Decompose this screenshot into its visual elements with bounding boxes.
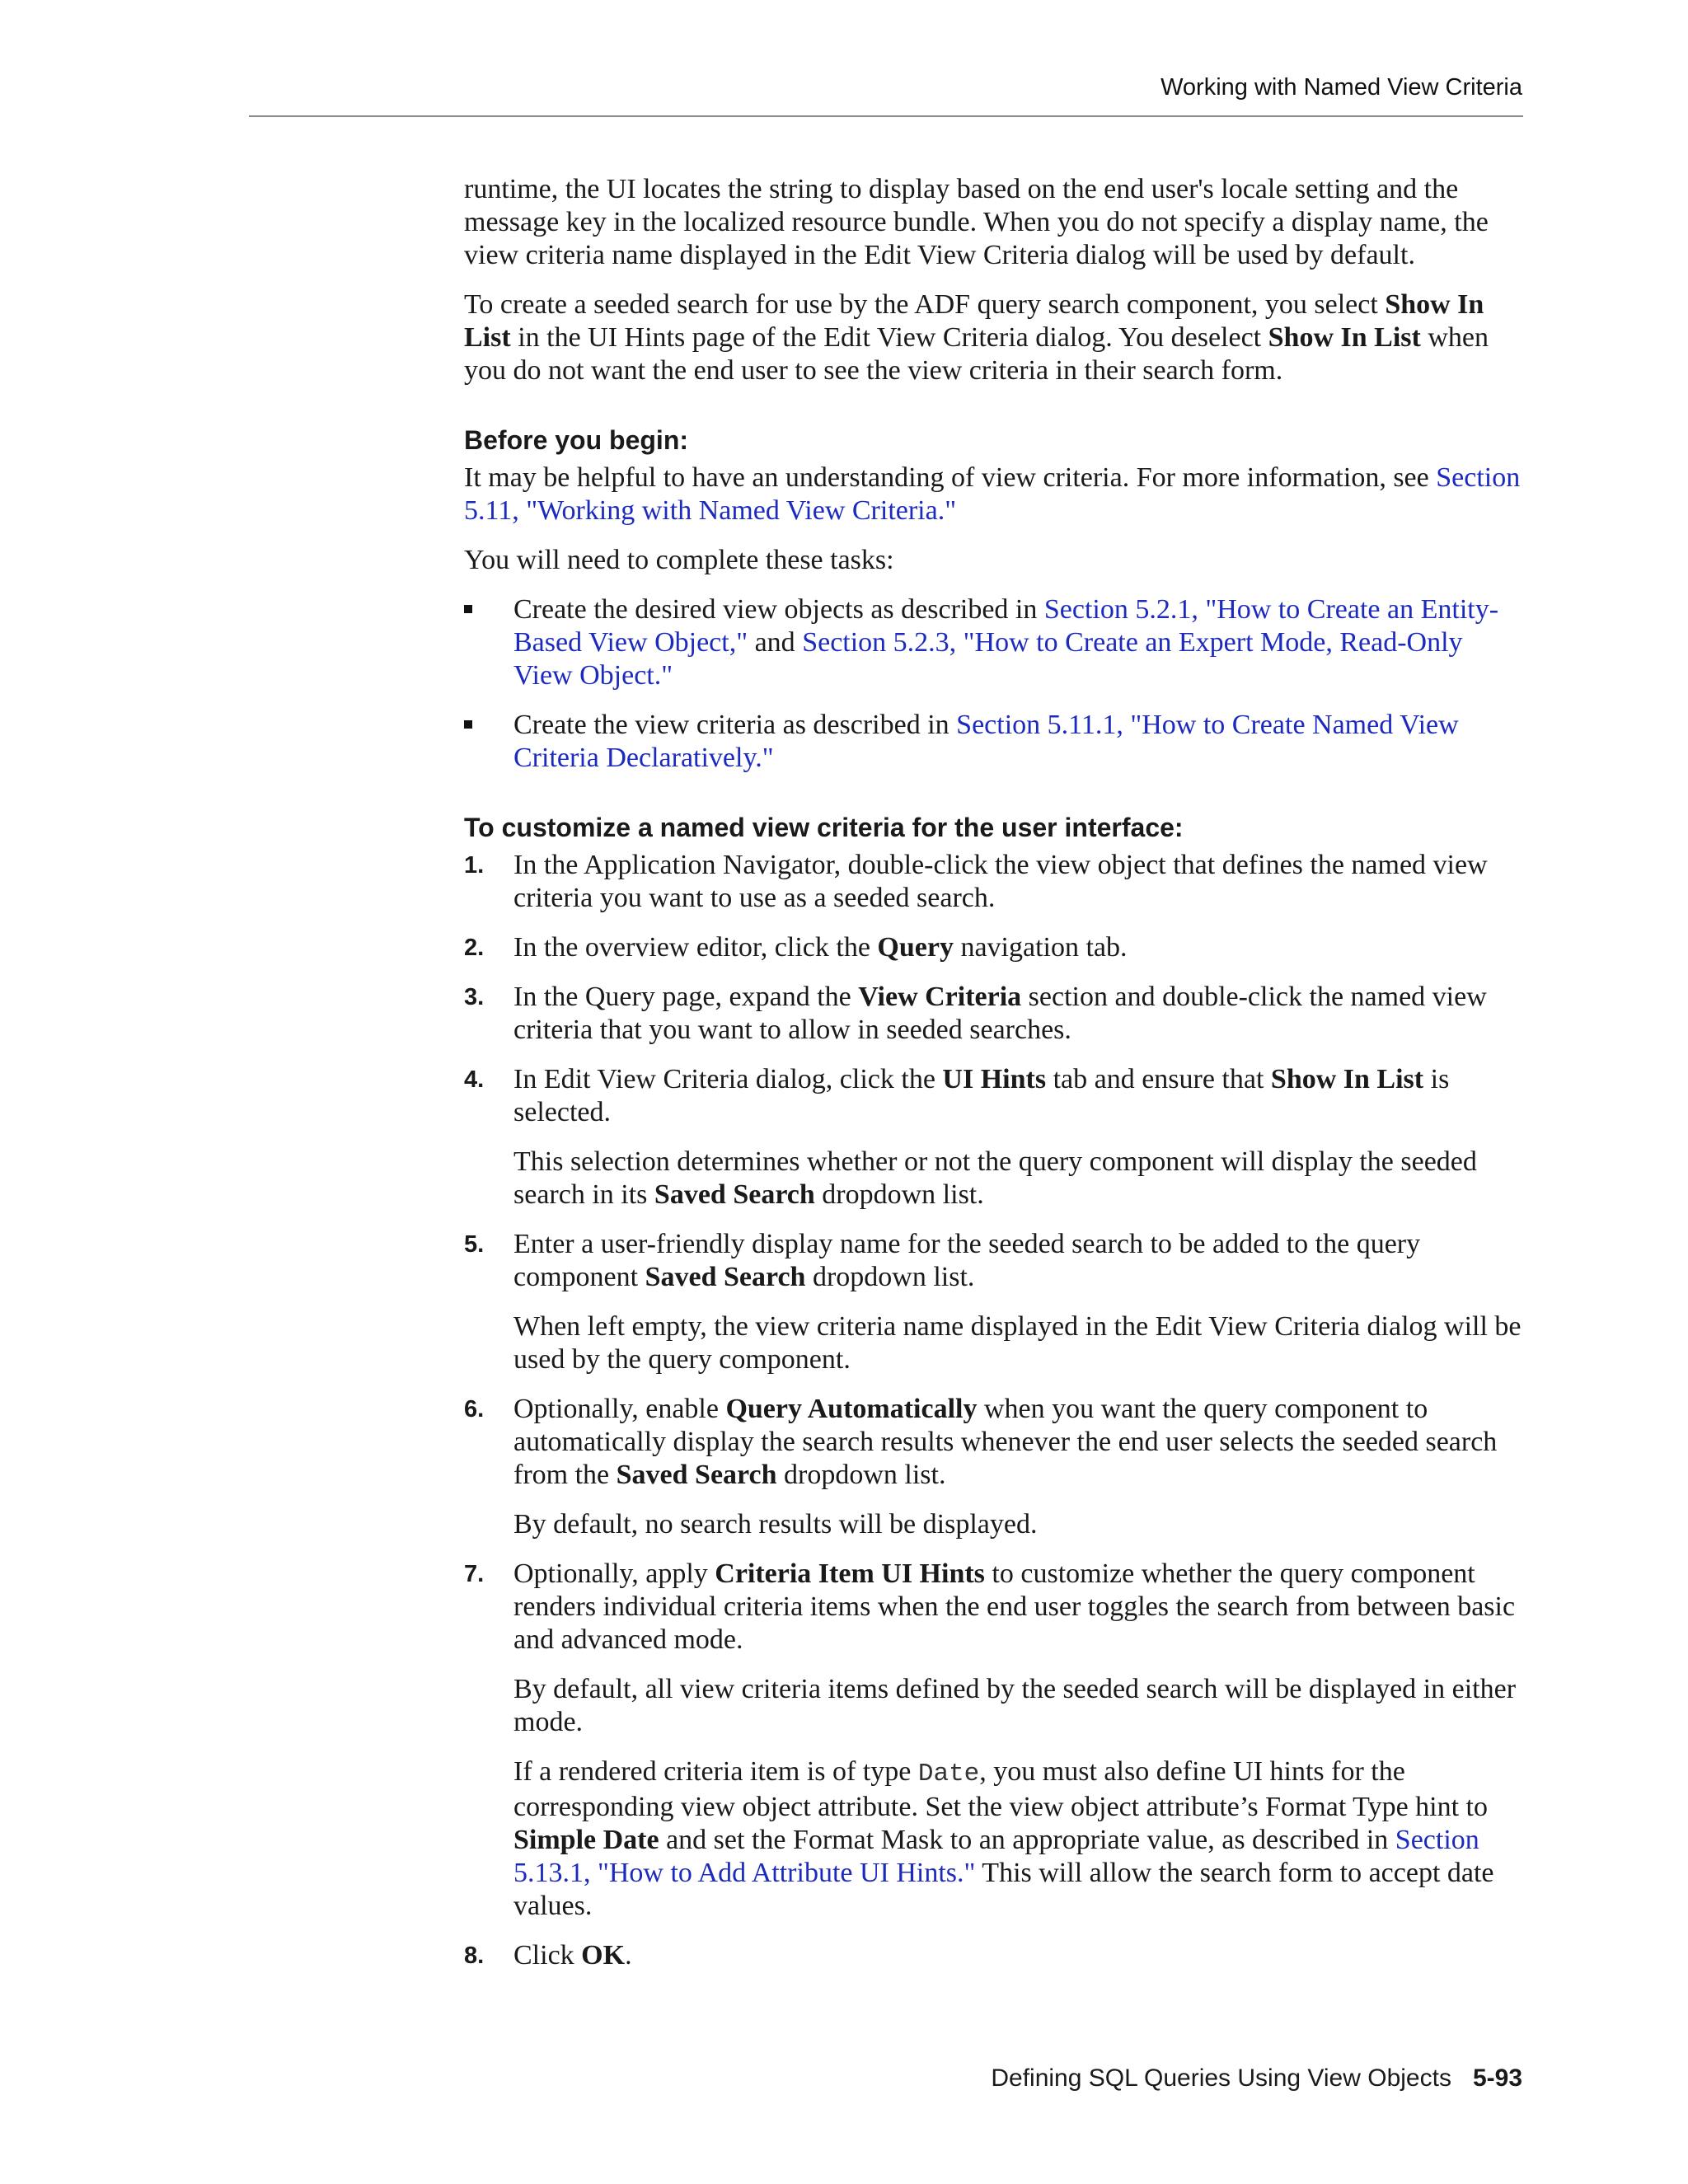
step-text xyxy=(513,1939,1527,1972)
text-run: Click xyxy=(513,1940,582,1971)
list-item xyxy=(464,593,1527,692)
text-run: Optionally, apply xyxy=(513,1558,715,1589)
ui-term: Saved Search xyxy=(654,1179,815,1210)
ui-term-show-in-list: Show In List xyxy=(464,289,1484,353)
step-item xyxy=(464,981,1527,1047)
text-run: and xyxy=(748,627,803,658)
step-note: By default, all view criteria items defined by the seeded search will be displayed in either mode. xyxy=(513,1674,1517,1737)
text-run: This selection determines whether or not the query component will display the seeded search in its xyxy=(513,1146,1477,1210)
intro-paragraph-2 xyxy=(464,288,1527,387)
text-run: in the UI Hints page of the Edit View Criteria dialog. You deselect xyxy=(510,322,1268,353)
ui-term: Show In List xyxy=(1270,1064,1424,1094)
square-bullet-icon xyxy=(464,720,472,729)
footer-title: Defining SQL Queries Using View Objects xyxy=(991,2064,1451,2092)
procedure-heading: To customize a named view criteria for the user interface: xyxy=(464,813,1184,842)
text-run: To create a seeded search for use by the ADF query search component, you select xyxy=(464,289,1386,320)
step-note xyxy=(513,1146,1527,1212)
step-text xyxy=(513,1063,1527,1129)
link-section-5-2-1[interactable]: Section 5.2.1, "How to Create an Entity-Based View Object," xyxy=(513,594,1499,658)
ui-term: UI Hints xyxy=(942,1064,1047,1094)
ui-term: Saved Search xyxy=(616,1460,777,1490)
list-item xyxy=(464,709,1527,775)
step-text: In the Application Navigator, double-click the view object that defines the named view criteria you want to use as a seeded search. xyxy=(513,850,1488,913)
step-number: 3. xyxy=(464,984,485,1010)
ui-term: Query Automatically xyxy=(725,1394,978,1424)
text-run: tab and ensure that xyxy=(1046,1064,1271,1094)
ui-term-show-in-list: Show In List xyxy=(1268,322,1421,353)
link-section-5-13-1[interactable]: Section 5.13.1, "How to Add Attribute UI Hints." xyxy=(513,1825,1479,1888)
text-run: Create the desired view objects as described in xyxy=(513,594,1044,625)
link-section-5-2-3[interactable]: Section 5.2.3, "How to Create an Expert Mode, Read-Only View Object." xyxy=(513,627,1463,691)
step-item xyxy=(464,1393,1527,1541)
text-run: It may be helpful to have an understanding of view criteria. For more information, see xyxy=(464,462,1437,493)
link-section-5-11-1[interactable]: Section 5.11.1, "How to Create Named View Criteria Declaratively." xyxy=(513,710,1459,773)
text-run: and set the Format Mask to an appropriate value, as described in xyxy=(659,1825,1395,1855)
text-run: Enter a user-friendly display name for the seeded search to be added to the query component xyxy=(513,1229,1421,1292)
step-number: 2. xyxy=(464,935,485,961)
ui-term: Query xyxy=(877,932,954,963)
page-body xyxy=(464,173,1527,1989)
step-text xyxy=(513,1228,1527,1294)
procedure-steps xyxy=(464,849,1527,1972)
text-run: , you must also define UI hints for the corresponding view object attribute. Set the view object attribute’s Format Type hint to xyxy=(513,1756,1488,1822)
page-number: 5-93 xyxy=(1472,2064,1522,2092)
text-run: when you want the query component to automatically display the search results whenever the end user selects the seeded search from the xyxy=(513,1394,1498,1490)
text-run: . xyxy=(625,1940,632,1971)
step-item xyxy=(464,1228,1527,1376)
ui-term: Simple Date xyxy=(513,1825,659,1855)
ui-term: Saved Search xyxy=(645,1262,806,1292)
text-run: In the Query page, expand the xyxy=(513,982,859,1012)
intro-paragraph-1: runtime, the UI locates the string to display based on the end user's locale setting and the message key in the localized resource bundle. When you do not specify a display name, the view criteria name displayed in the Edit View Criteria dialog will be used by default. xyxy=(464,174,1489,270)
running-header: Working with Named View Criteria xyxy=(1160,74,1522,101)
step-note: When left empty, the view criteria name displayed in the Edit View Criteria dialog will be used by the query component. xyxy=(513,1311,1522,1375)
ui-term: OK xyxy=(581,1940,626,1971)
step-number: 4. xyxy=(464,1066,485,1093)
text-run: Create the view criteria as described in xyxy=(513,710,957,740)
step-item xyxy=(464,1939,1527,1972)
text-run: dropdown list. xyxy=(776,1460,946,1490)
text-run: navigation tab. xyxy=(953,932,1128,963)
step-note: By default, no search results will be displayed. xyxy=(513,1509,1038,1540)
square-bullet-icon xyxy=(464,605,472,613)
step-number: 6. xyxy=(464,1396,485,1422)
before-paragraph-1 xyxy=(464,462,1527,527)
text-run: In the overview editor, click the xyxy=(513,932,878,963)
text-run: to customize whether the query component renders individual criteria items when the end user toggles the search from between basic and advanced mode. xyxy=(513,1558,1516,1655)
text-run: when you do not want the end user to see the view criteria in their search form. xyxy=(464,322,1489,386)
step-item xyxy=(464,931,1527,964)
header-divider xyxy=(249,115,1523,117)
step-item xyxy=(464,1063,1527,1212)
text-run: This will allow the search form to accept date values. xyxy=(513,1858,1494,1921)
step-text xyxy=(513,981,1527,1047)
page-footer xyxy=(991,2064,1522,2093)
text-run: is selected. xyxy=(513,1064,1450,1127)
before-you-begin-heading: Before you begin: xyxy=(464,425,689,455)
step-item xyxy=(464,1558,1527,1923)
ui-term: Criteria Item UI Hints xyxy=(715,1558,985,1589)
step-item xyxy=(464,849,1527,915)
step-number: 7. xyxy=(464,1561,485,1587)
task-list xyxy=(464,593,1527,775)
step-number: 8. xyxy=(464,1943,485,1969)
code-term: Date xyxy=(917,1760,980,1788)
text-run: dropdown list. xyxy=(814,1179,984,1210)
text-run: In Edit View Criteria dialog, click the xyxy=(513,1064,943,1094)
step-text xyxy=(513,1558,1527,1657)
step-number: 5. xyxy=(464,1231,485,1258)
step-number: 1. xyxy=(464,852,485,879)
text-run: dropdown list. xyxy=(805,1262,975,1292)
step-text xyxy=(513,931,1527,964)
link-section-5-11[interactable]: Section 5.11, "Working with Named View Criteria." xyxy=(464,462,1521,526)
text-run: Optionally, enable xyxy=(513,1394,726,1424)
before-paragraph-2: You will need to complete these tasks: xyxy=(464,545,894,575)
step-text xyxy=(513,1393,1527,1492)
ui-term: View Criteria xyxy=(858,982,1022,1012)
step-note xyxy=(513,1755,1527,1923)
text-run: If a rendered criteria item is of type xyxy=(513,1756,918,1787)
text-run: section and double-click the named view criteria that you want to allow in seeded searches. xyxy=(513,982,1487,1045)
